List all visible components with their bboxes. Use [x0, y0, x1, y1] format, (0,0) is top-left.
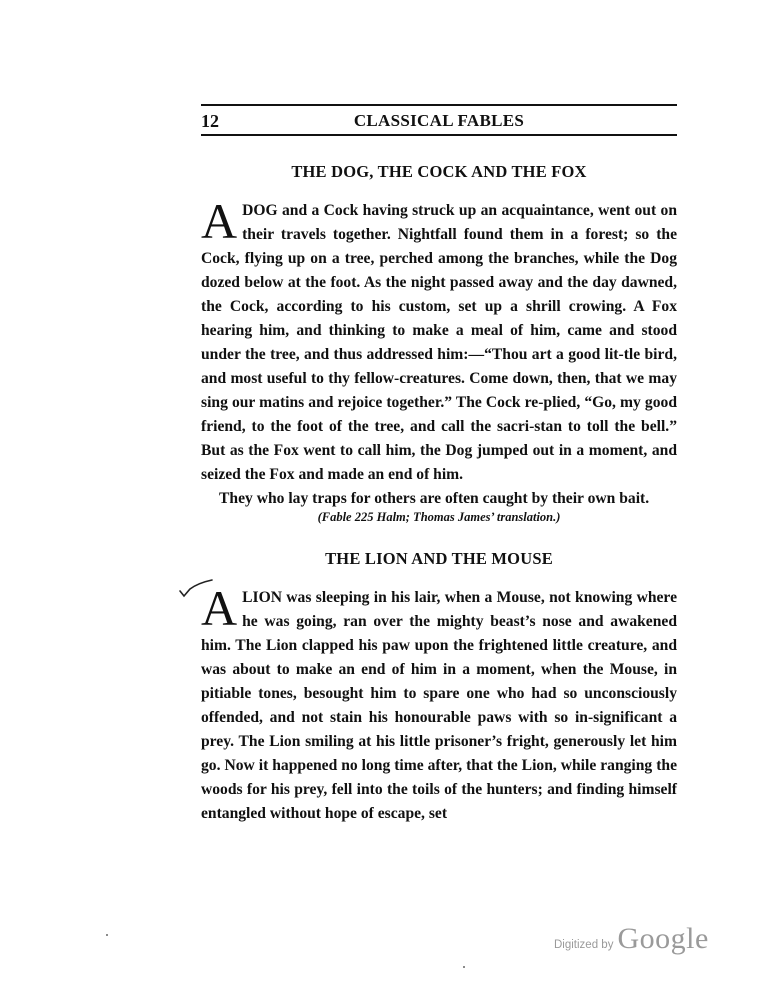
google-brand: Google	[617, 922, 709, 955]
fable-title-dog-cock-fox: THE DOG, THE COCK AND THE FOX	[291, 162, 587, 181]
fable-body-dog-cock-fox	[201, 193, 677, 511]
fable-citation: (Fable 225 Halm; Thomas James’ translation.)	[317, 510, 561, 524]
scan-speck	[463, 966, 465, 968]
running-header	[201, 104, 677, 136]
fable-title-lion-mouse: THE LION AND THE MOUSE	[325, 549, 553, 568]
fable-moral: They who lay traps for others are often caught by their own bait.	[219, 490, 650, 507]
fable-text: DOG and a Cock having struck up an acquaintance, went out on their travels together. Nightfall found them in a forest; so the Cock, flying up on a tree, perched among the branches, while the Dog dozed below at the foot. As the night passed away and the day dawned, the Cock, according to his custom, set up a shrill crowing. A Fox hearing him, and thinking to make a meal of him, came and stood under the tree, and thus addressed him:—“Thou art a good lit-tle bird, and most useful to thy fellow-creatures. Come down, then, that we may sing our matins and rejoice together.” The Cock re-plied, “Go, my good friend, to the foot of the tree, and call the sacri-stan to toll the bell.” But as the Fox went to call him, the Dog jumped out in a moment, and seized the Fox and made an end of him.	[201, 202, 677, 483]
drop-cap: A	[201, 580, 238, 636]
digitized-label: Digitized by	[554, 939, 614, 951]
scan-speck	[106, 934, 108, 936]
page-number: 12	[201, 111, 219, 131]
running-title: CLASSICAL FABLES	[353, 111, 525, 130]
fable-text: LION was sleeping in his lair, when a Mouse, not knowing where he was going, ran over the mighty beast’s nose and awakened him. The Lion clapped his paw upon the frightened little creature, and was about to make an end of him in a moment, when the Mouse, in pitiable tones, besought him to spare one who had so unconsciously offended, and not stain his honourable paws with so in-significant a prey. The Lion smiling at his little prisoner’s fright, generously let him go. Now it happened no long time after, that the Lion, while ranging the woods for his prey, fell into the toils of the hunters; and finding himself entangled without hope of escape, set	[201, 589, 677, 822]
digitized-by-google-watermark	[554, 922, 709, 956]
fable-body-lion-mouse	[201, 580, 677, 826]
drop-cap: A	[201, 193, 238, 249]
